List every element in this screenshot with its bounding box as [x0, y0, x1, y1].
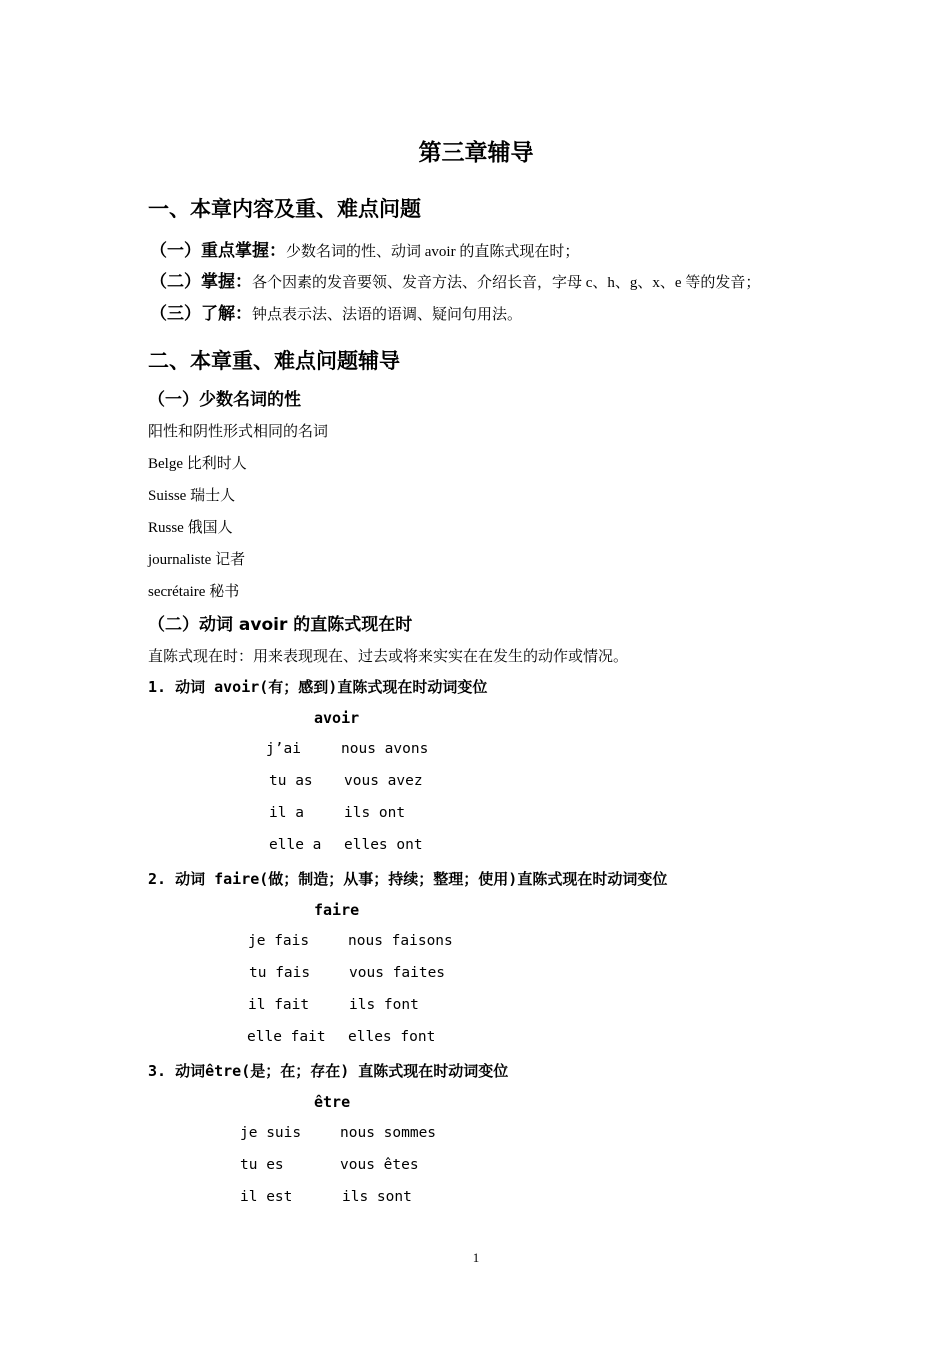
- conjugation-singular: il fait: [248, 997, 310, 1013]
- conjugation-singular: tu fais: [249, 965, 311, 981]
- conjugation-plural: ils font: [349, 997, 419, 1013]
- point-2: [150, 267, 760, 292]
- conjugation-singular: tu as: [269, 773, 313, 789]
- conjugation-plural: vous avez: [344, 773, 423, 789]
- verb-heading-avoir: 1. 动词 avoir(有；感到)直陈式现在时动词变位: [148, 678, 488, 696]
- verb-name-etre: être: [314, 1093, 351, 1111]
- verb-name-faire: faire: [314, 901, 360, 919]
- point-3: [150, 299, 522, 324]
- noun-intro: 阳性和阴性形式相同的名词: [148, 424, 329, 440]
- conjugation-singular: il est: [240, 1189, 293, 1205]
- conjugation-singular: elle a: [269, 837, 322, 853]
- noun-item: Belge 比利时人: [148, 456, 247, 472]
- subsection-heading-1: （一）少数名词的性: [148, 390, 301, 410]
- verb-heading-faire: 2. 动词 faire(做；制造；从事；持续；整理；使用)直陈式现在时动词变位: [148, 870, 668, 888]
- noun-item: Suisse 瑞士人: [148, 488, 236, 504]
- verb-heading-etre: 3. 动词être(是；在；存在) 直陈式现在时动词变位: [148, 1062, 509, 1080]
- tense-intro: 直陈式现在时：用来表现现在、过去或将来实实在在发生的动作或情况。: [148, 649, 629, 665]
- conjugation-plural: nous faisons: [348, 933, 453, 949]
- conjugation-plural: vous faites: [349, 965, 446, 981]
- conjugation-singular: tu es: [240, 1157, 284, 1173]
- conjugation-plural: nous sommes: [340, 1125, 437, 1141]
- conjugation-plural: ils sont: [342, 1189, 412, 1205]
- noun-item: secrétaire 秘书: [148, 584, 240, 600]
- conjugation-singular: je fais: [248, 933, 310, 949]
- point-label: （三）了解：: [150, 304, 252, 324]
- page-title: 第三章辅导: [418, 140, 534, 166]
- point-text: 钟点表示法、法语的语调、疑问句用法。: [252, 307, 523, 323]
- point-label: （二）掌握：: [150, 272, 252, 292]
- page-number: 1: [472, 1250, 480, 1265]
- conjugation-plural: vous êtes: [340, 1157, 419, 1173]
- point-1: [150, 236, 579, 261]
- point-text: 少数名词的性、动词 avoir 的直陈式现在时；: [286, 244, 580, 260]
- subsection-heading-2: （二）动词 avoir 的直陈式现在时: [148, 615, 413, 635]
- section-heading-2: 二、本章重、难点问题辅导: [148, 349, 400, 373]
- conjugation-plural: elles font: [348, 1029, 436, 1045]
- point-label: （一）重点掌握：: [150, 241, 286, 261]
- point-text: 各个因素的发音要领、发音方法、介绍长音，字母 c、h、g、x、e 等的发音；: [252, 275, 761, 291]
- verb-name-avoir: avoir: [314, 709, 360, 727]
- section-heading-1: 一、本章内容及重、难点问题: [148, 197, 421, 221]
- conjugation-plural: elles ont: [344, 837, 423, 853]
- conjugation-singular: il a: [269, 805, 304, 821]
- noun-item: Russe 俄国人: [148, 520, 233, 536]
- conjugation-plural: ils ont: [344, 805, 406, 821]
- conjugation-plural: nous avons: [341, 741, 429, 757]
- conjugation-singular: elle fait: [247, 1029, 326, 1045]
- noun-item: journaliste 记者: [148, 552, 246, 568]
- conjugation-singular: je suis: [240, 1125, 302, 1141]
- conjugation-singular: j’ai: [266, 741, 301, 757]
